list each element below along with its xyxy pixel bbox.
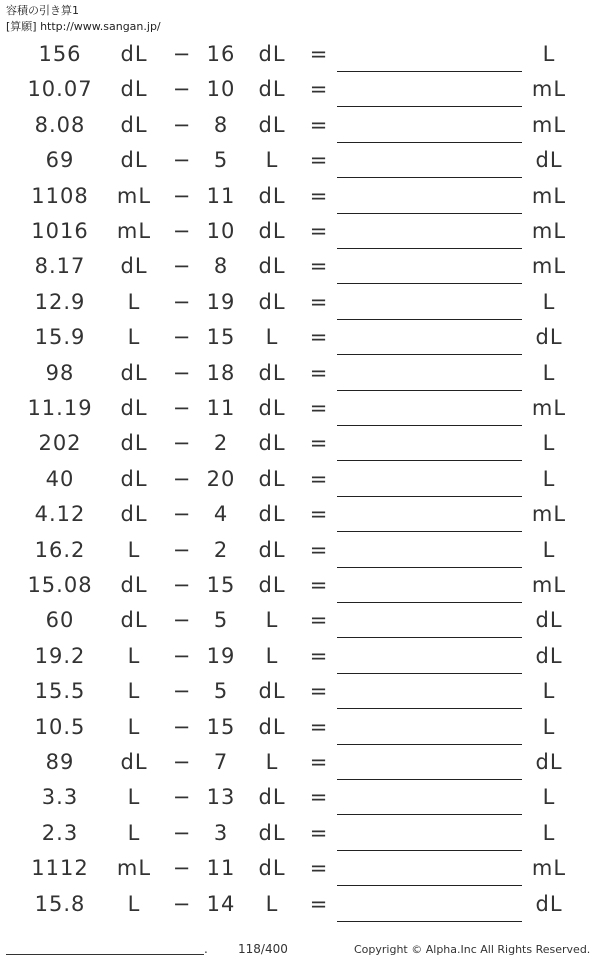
problem-row	[0, 746, 600, 781]
subtrahend-unit: dL	[258, 856, 286, 881]
result-unit: mL	[531, 502, 567, 527]
answer-blank[interactable]	[337, 460, 522, 461]
minuend-value: 202	[38, 431, 82, 456]
minuend-value: 10.5	[34, 714, 86, 739]
minuend-unit: dL	[120, 77, 148, 102]
result-unit: dL	[535, 891, 563, 916]
minuend-value: 2.3	[41, 820, 79, 845]
problem-row	[0, 640, 600, 675]
subtrahend-unit: L	[265, 325, 279, 350]
minuend-unit: L	[127, 679, 141, 704]
equals-sign: =	[309, 360, 329, 385]
minus-sign: −	[172, 643, 192, 668]
result-unit: mL	[531, 573, 567, 597]
equals-sign: =	[309, 891, 329, 916]
minuend-unit: mL	[116, 219, 152, 243]
subtrahend-value: 8	[213, 112, 229, 137]
equals-sign: =	[309, 537, 329, 562]
equals-sign: =	[309, 219, 329, 243]
footer	[0, 940, 600, 960]
equals-sign: =	[309, 502, 329, 527]
result-unit: dL	[535, 608, 563, 633]
subtrahend-unit: dL	[258, 502, 286, 527]
minus-sign: −	[172, 750, 192, 774]
footer-dot: .	[204, 942, 208, 956]
subtrahend-unit: L	[265, 148, 279, 173]
minuend-unit: dL	[120, 573, 148, 597]
subtrahend-unit: dL	[258, 289, 286, 314]
minus-sign: −	[172, 714, 192, 739]
answer-blank[interactable]	[337, 283, 522, 284]
subtrahend-value: 19	[206, 289, 236, 314]
minuend-value: 89	[45, 750, 75, 774]
result-unit: L	[542, 360, 556, 385]
problem-row	[0, 144, 600, 179]
answer-blank[interactable]	[337, 425, 522, 426]
subtrahend-unit: dL	[258, 183, 286, 208]
equals-sign: =	[309, 856, 329, 881]
minuend-unit: dL	[120, 148, 148, 173]
subtrahend-unit: L	[265, 643, 279, 668]
subtrahend-unit: dL	[258, 537, 286, 562]
result-unit: dL	[535, 643, 563, 668]
equals-sign: =	[309, 573, 329, 597]
problem-row	[0, 392, 600, 427]
subtrahend-value: 13	[206, 785, 236, 810]
subtrahend-value: 11	[206, 183, 236, 208]
result-unit: mL	[531, 219, 567, 243]
minus-sign: −	[172, 502, 192, 527]
answer-blank[interactable]	[337, 673, 522, 674]
problem-row	[0, 888, 600, 923]
subtrahend-value: 15	[206, 325, 236, 350]
equals-sign: =	[309, 396, 329, 420]
problem-row	[0, 711, 600, 746]
answer-blank[interactable]	[337, 779, 522, 780]
minus-sign: −	[172, 856, 192, 881]
minuend-value: 69	[45, 148, 75, 173]
problem-row	[0, 357, 600, 392]
minuend-unit: L	[127, 537, 141, 562]
answer-blank[interactable]	[337, 531, 522, 532]
subtrahend-value: 16	[206, 42, 236, 66]
subtrahend-unit: dL	[258, 396, 286, 420]
result-unit: L	[542, 785, 556, 810]
equals-sign: =	[309, 750, 329, 774]
minuend-value: 4.12	[34, 502, 86, 527]
answer-blank[interactable]	[337, 71, 522, 72]
minus-sign: −	[172, 396, 192, 420]
minus-sign: −	[172, 431, 192, 456]
subtrahend-value: 15	[206, 573, 236, 597]
equals-sign: =	[309, 820, 329, 845]
subtrahend-unit: dL	[258, 573, 286, 597]
answer-blank[interactable]	[337, 248, 522, 249]
subtrahend-value: 5	[213, 148, 229, 173]
subtrahend-unit: dL	[258, 360, 286, 385]
equals-sign: =	[309, 112, 329, 137]
answer-blank[interactable]	[337, 602, 522, 603]
subtrahend-value: 7	[213, 750, 229, 774]
subtrahend-value: 10	[206, 77, 236, 102]
answer-blank[interactable]	[337, 319, 522, 320]
answer-blank[interactable]	[337, 814, 522, 815]
minuend-value: 3.3	[41, 785, 79, 810]
minuend-value: 98	[45, 360, 75, 385]
result-unit: dL	[535, 750, 563, 774]
subtrahend-unit: dL	[258, 254, 286, 279]
minus-sign: −	[172, 608, 192, 633]
minuend-value: 156	[38, 42, 82, 66]
minus-sign: −	[172, 289, 192, 314]
page-number: 118/400	[238, 942, 288, 956]
answer-blank[interactable]	[337, 390, 522, 391]
result-unit: mL	[531, 254, 567, 279]
equals-sign: =	[309, 289, 329, 314]
minuend-unit: L	[127, 820, 141, 845]
result-unit: dL	[535, 325, 563, 350]
subtrahend-unit: dL	[258, 112, 286, 137]
name-line	[6, 954, 204, 955]
subtrahend-unit: dL	[258, 785, 286, 810]
minuend-unit: dL	[120, 431, 148, 456]
minus-sign: −	[172, 679, 192, 704]
minus-sign: −	[172, 42, 192, 66]
subtrahend-value: 14	[206, 891, 236, 916]
minus-sign: −	[172, 325, 192, 350]
answer-blank[interactable]	[337, 354, 522, 355]
equals-sign: =	[309, 325, 329, 350]
minuend-value: 1112	[31, 856, 89, 881]
minuend-unit: L	[127, 643, 141, 668]
copyright: Copyright © Alpha.Inc All Rights Reserved.	[354, 943, 591, 956]
answer-blank[interactable]	[337, 106, 522, 107]
minuend-unit: dL	[120, 608, 148, 633]
answer-blank[interactable]	[337, 885, 522, 886]
equals-sign: =	[309, 608, 329, 633]
minus-sign: −	[172, 219, 192, 243]
problem-row	[0, 286, 600, 321]
minuend-value: 15.08	[27, 573, 93, 597]
result-unit: L	[542, 679, 556, 704]
subtrahend-value: 11	[206, 856, 236, 881]
minus-sign: −	[172, 466, 192, 491]
minuend-unit: dL	[120, 360, 148, 385]
answer-blank[interactable]	[337, 708, 522, 709]
minuend-value: 19.2	[34, 643, 86, 668]
equals-sign: =	[309, 148, 329, 173]
subtrahend-unit: dL	[258, 466, 286, 491]
minuend-unit: dL	[120, 750, 148, 774]
minuend-value: 15.8	[34, 891, 86, 916]
minuend-unit: L	[127, 891, 141, 916]
minuend-unit: dL	[120, 466, 148, 491]
equals-sign: =	[309, 431, 329, 456]
minuend-value: 1016	[31, 219, 89, 243]
equals-sign: =	[309, 466, 329, 491]
minus-sign: −	[172, 891, 192, 916]
answer-blank[interactable]	[337, 637, 522, 638]
minuend-unit: L	[127, 714, 141, 739]
subtrahend-value: 10	[206, 219, 236, 243]
subtrahend-unit: dL	[258, 679, 286, 704]
minuend-unit: L	[127, 325, 141, 350]
subtrahend-unit: L	[265, 891, 279, 916]
problem-row	[0, 852, 600, 887]
result-unit: mL	[531, 856, 567, 881]
minuend-value: 15.5	[34, 679, 86, 704]
equals-sign: =	[309, 785, 329, 810]
minuend-value: 8.17	[34, 254, 86, 279]
minuend-unit: mL	[116, 856, 152, 881]
problem-row	[0, 38, 600, 73]
answer-blank[interactable]	[337, 921, 522, 922]
subtrahend-value: 19	[206, 643, 236, 668]
minuend-unit: dL	[120, 254, 148, 279]
problem-row	[0, 817, 600, 852]
problem-row	[0, 250, 600, 285]
equals-sign: =	[309, 714, 329, 739]
minuend-value: 8.08	[34, 112, 86, 137]
result-unit: dL	[535, 148, 563, 173]
subtrahend-unit: dL	[258, 77, 286, 102]
subtrahend-unit: dL	[258, 42, 286, 66]
problem-row	[0, 675, 600, 710]
minus-sign: −	[172, 573, 192, 597]
problem-row	[0, 180, 600, 215]
minus-sign: −	[172, 820, 192, 845]
minuend-unit: L	[127, 785, 141, 810]
subtrahend-unit: dL	[258, 431, 286, 456]
problem-row	[0, 604, 600, 639]
equals-sign: =	[309, 42, 329, 66]
subtrahend-value: 20	[206, 466, 236, 491]
subtrahend-unit: L	[265, 750, 279, 774]
equals-sign: =	[309, 679, 329, 704]
minuend-unit: L	[127, 289, 141, 314]
problem-row	[0, 109, 600, 144]
subtrahend-value: 18	[206, 360, 236, 385]
minuend-value: 16.2	[34, 537, 86, 562]
subtrahend-value: 5	[213, 608, 229, 633]
result-unit: L	[542, 42, 556, 66]
minuend-value: 60	[45, 608, 75, 633]
result-unit: mL	[531, 112, 567, 137]
minus-sign: −	[172, 360, 192, 385]
subtrahend-value: 4	[213, 502, 229, 527]
minus-sign: −	[172, 148, 192, 173]
minus-sign: −	[172, 254, 192, 279]
equals-sign: =	[309, 643, 329, 668]
answer-blank[interactable]	[337, 142, 522, 143]
equals-sign: =	[309, 183, 329, 208]
subtrahend-value: 2	[213, 537, 229, 562]
problem-row	[0, 321, 600, 356]
result-unit: L	[542, 289, 556, 314]
result-unit: L	[542, 820, 556, 845]
result-unit: mL	[531, 396, 567, 420]
minuend-unit: dL	[120, 112, 148, 137]
equals-sign: =	[309, 254, 329, 279]
subtrahend-value: 8	[213, 254, 229, 279]
problem-row	[0, 781, 600, 816]
result-unit: L	[542, 714, 556, 739]
subtrahend-unit: L	[265, 608, 279, 633]
result-unit: mL	[531, 183, 567, 208]
subtrahend-unit: dL	[258, 820, 286, 845]
minuend-unit: dL	[120, 42, 148, 66]
subtrahend-value: 2	[213, 431, 229, 456]
problem-row	[0, 569, 600, 604]
result-unit: mL	[531, 77, 567, 102]
subtrahend-value: 11	[206, 396, 236, 420]
result-unit: L	[542, 431, 556, 456]
problem-row	[0, 534, 600, 569]
minuend-value: 11.19	[27, 396, 93, 420]
minuend-value: 15.9	[34, 325, 86, 350]
source-link[interactable]: [算願] http://www.sangan.jp/	[6, 20, 161, 33]
subtrahend-value: 15	[206, 714, 236, 739]
problem-row	[0, 498, 600, 533]
worksheet-title: 容積の引き算1	[6, 4, 79, 17]
minuend-value: 12.9	[34, 289, 86, 314]
subtrahend-value: 5	[213, 679, 229, 704]
answer-blank[interactable]	[337, 744, 522, 745]
problem-row	[0, 427, 600, 462]
answer-blank[interactable]	[337, 850, 522, 851]
problem-row	[0, 463, 600, 498]
minuend-unit: mL	[116, 183, 152, 208]
minus-sign: −	[172, 537, 192, 562]
minuend-value: 1108	[31, 183, 89, 208]
subtrahend-value: 3	[213, 820, 229, 845]
minuend-unit: dL	[120, 502, 148, 527]
subtrahend-unit: dL	[258, 714, 286, 739]
minuend-value: 40	[45, 466, 75, 491]
equals-sign: =	[309, 77, 329, 102]
subtrahend-unit: dL	[258, 219, 286, 243]
answer-blank[interactable]	[337, 213, 522, 214]
minuend-value: 10.07	[27, 77, 93, 102]
result-unit: L	[542, 466, 556, 491]
minus-sign: −	[172, 785, 192, 810]
minuend-unit: dL	[120, 396, 148, 420]
result-unit: L	[542, 537, 556, 562]
minus-sign: −	[172, 183, 192, 208]
problem-row	[0, 215, 600, 250]
minus-sign: −	[172, 112, 192, 137]
answer-blank[interactable]	[337, 177, 522, 178]
problem-row	[0, 73, 600, 108]
minus-sign: −	[172, 77, 192, 102]
answer-blank[interactable]	[337, 567, 522, 568]
answer-blank[interactable]	[337, 496, 522, 497]
